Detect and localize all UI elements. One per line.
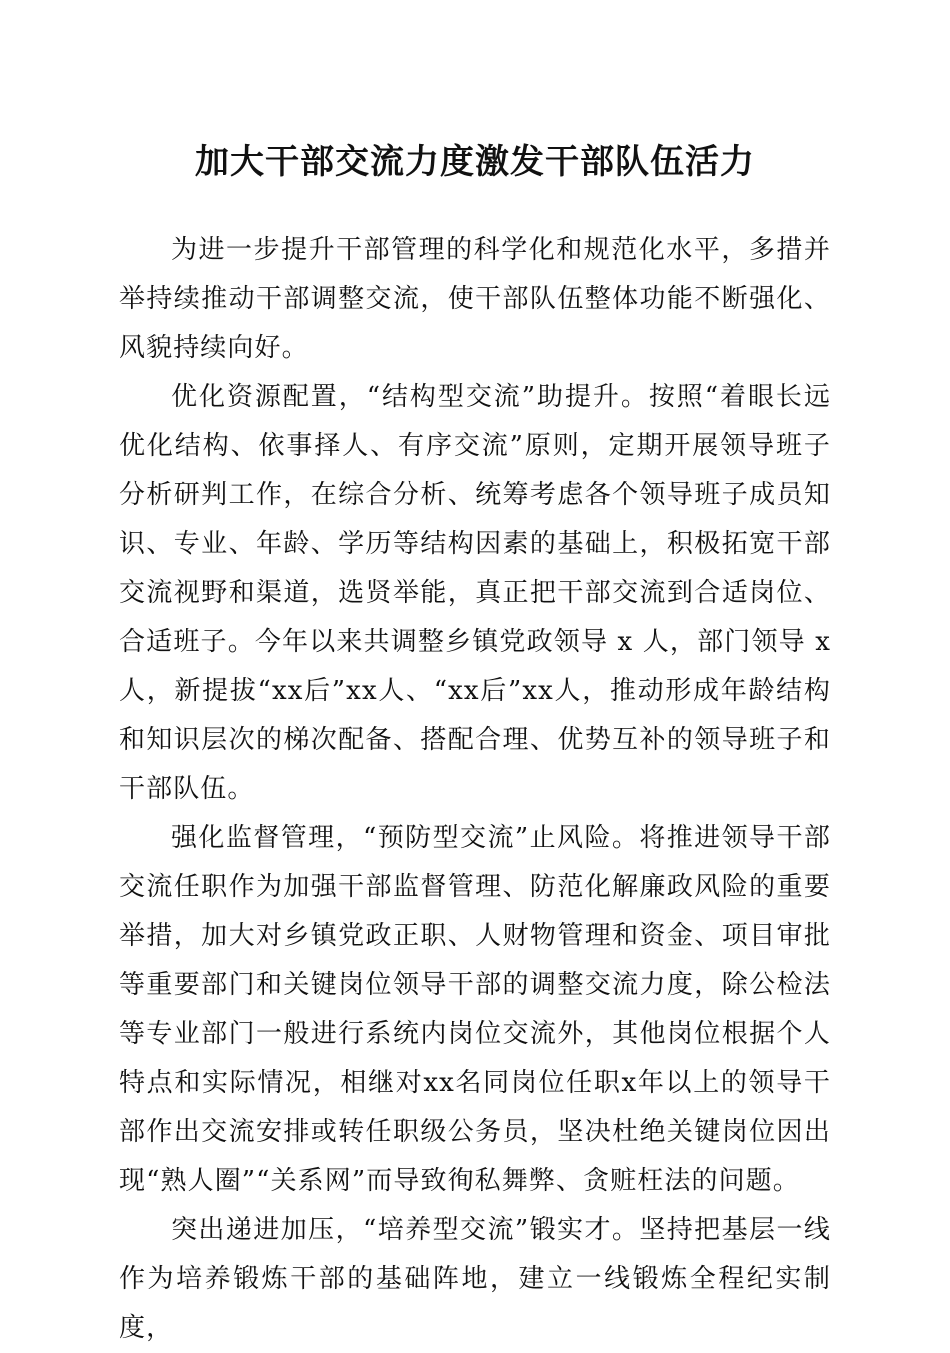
- document-title: 加大干部交流力度激发干部队伍活力: [195, 142, 755, 182]
- paragraph-preventive-exchange: 强化监督管理，“预防型交流”止风险。将推进领导干部交流任职作为加强干部监督管理、防范化解廉政风险的重要举措，加大对乡镇党政正职、人财物管理和资金、项目审批等重要部门和关键岗位领导干部的调整交流力度，除公检法等专业部门一般进行系统内岗位交流外，其他岗位根据个人特点和实际情况，相继对xx名同岗位任职x年以上的领导干部作出交流安排或转任职级公务员，坚决杜绝关键岗位因出现“熟人圈”“关系网”而导致徇私舞弊、贪赃枉法的问题。: [119, 823, 831, 1196]
- paragraph-structural-exchange: 优化资源配置，“结构型交流”助提升。按照“着眼长远优化结构、依事择人、有序交流”原则，定期开展领导班子分析研判工作，在综合分析、统筹考虑各个领导班子成员知识、专业、年龄、学历等结构因素的基础上，积极拓宽干部交流视野和渠道，选贤举能，真正把干部交流到合适岗位、合适班子。今年以来共调整乡镇党政领导 x 人，部门领导 x 人，新提拔“xx后”xx人、“xx后”xx人，推动形成年龄结构和知识层次的梯次配备、搭配合理、优势互补的领导班子和干部队伍。: [119, 382, 831, 804]
- paragraph-intro: 为进一步提升干部管理的科学化和规范化水平，多措并举持续推动干部调整交流，使干部队伍整体功能不断强化、风貌持续向好。: [119, 235, 831, 363]
- document-body: [119, 226, 831, 1353]
- paragraph-training-exchange: 突出递进加压，“培养型交流”锻实才。坚持把基层一线作为培养锻炼干部的基础阵地，建立一线锻炼全程纪实制度，: [119, 1215, 831, 1343]
